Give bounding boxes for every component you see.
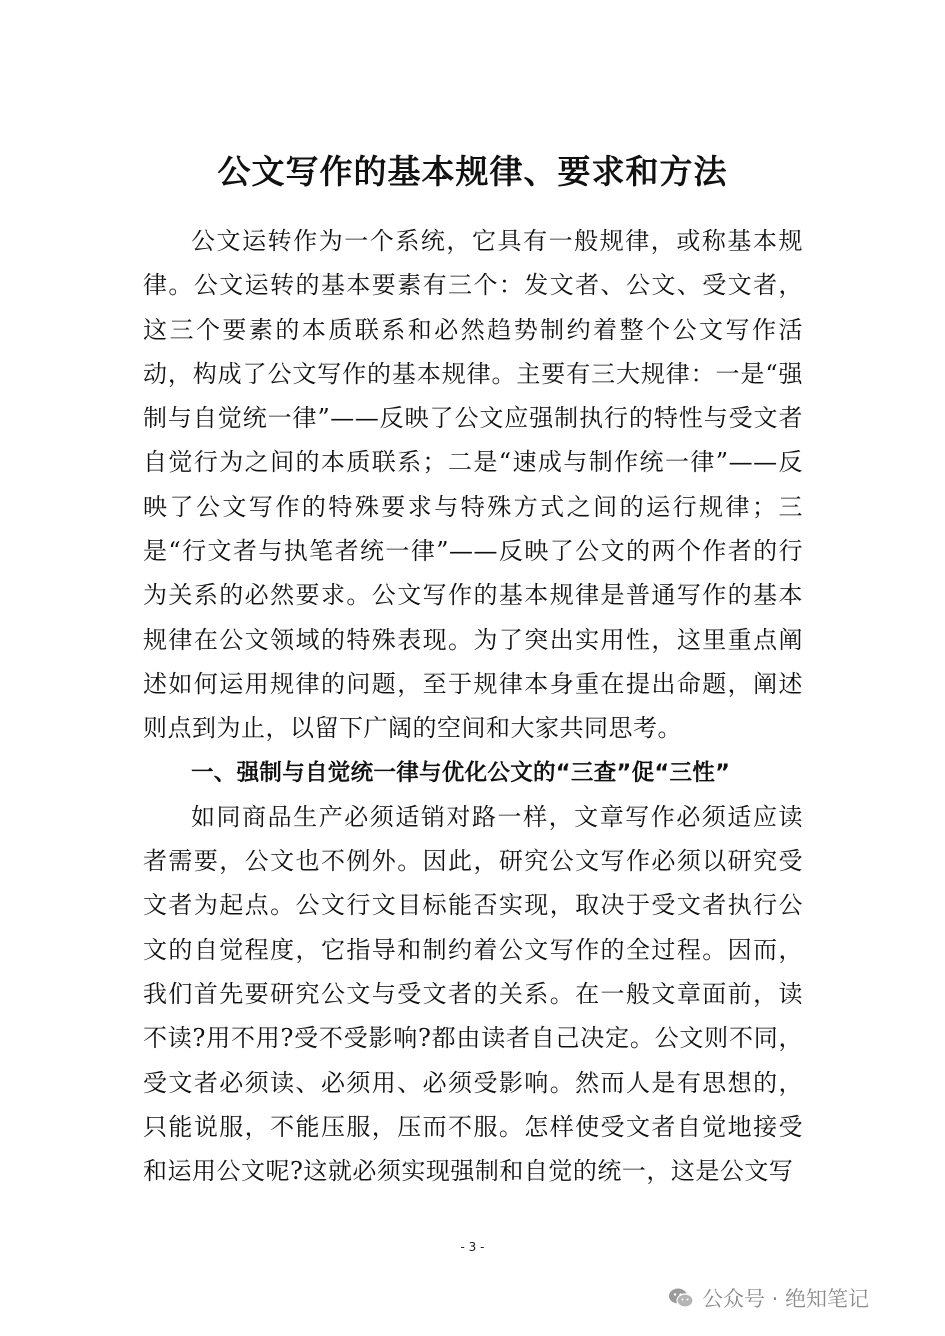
watermark-text: 公众号 · 绝知笔记 xyxy=(702,1287,870,1311)
watermark xyxy=(668,1283,869,1313)
page-number: - 3 - xyxy=(460,1240,485,1254)
paragraph-section-one: 如同商品生产必须适销对路一样，文章写作必须适应读者需要，公文也不例外。因此，研究公文写作必须以研究受文者为起点。公文行文目标能否实现，取决于受文者执行公文的自觉程度，它指导和制约着公文写作的全过程。因而，我们首先要研究公文与受文者的关系。在一般文章面前，读不读?用不用?受不受影响?都由读者自己决定。公文则不同，受文者必须读、必须用、必须受影响。然而人是有思想的，只能说服，不能压服，压而不服。怎样使受文者自觉地接受和运用公文呢?这就必须实现强制和自觉的统一，这是公文写 xyxy=(143,802,803,1186)
document-body xyxy=(143,219,803,1194)
paragraph-intro: 公文运转作为一个系统，它具有一般规律，或称基本规律。公文运转的基本要素有三个：发文者、公文、受文者，这三个要素的本质联系和必然趋势制约着整个公文写作活动，构成了公文写作的基本规律。主要有三大规律：一是“强制与自觉统一律”——反映了公文应强制执行的特性与受文者自觉行为之间的本质联系；二是“速成与制作统一律”——反映了公文写作的特殊要求与特殊方式之间的运行规律；三是“行文者与执笔者统一律”——反映了公文的两个作者的行为关系的必然要求。公文写作的基本规律是普通写作的基本规律在公文领域的特殊表现。为了突出实用性，这里重点阐述如何运用规律的问题，至于规律本身重在提出命题，阐述则点到为止，以留下广阔的空间和大家共同思考。 xyxy=(143,227,803,743)
document-title: 公文写作的基本规律、要求和方法 xyxy=(217,152,728,192)
wechat-icon xyxy=(668,1287,694,1309)
section-heading: 一、强制与自觉统一律与优化公文的“三查”促“三性” xyxy=(191,759,731,786)
